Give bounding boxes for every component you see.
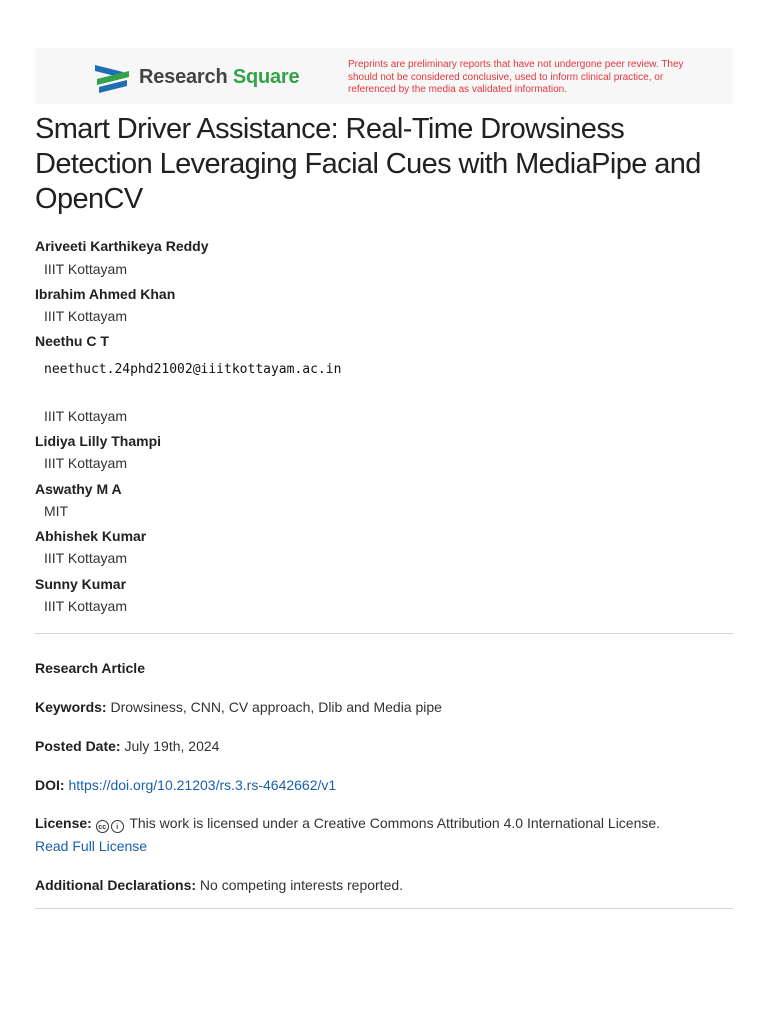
declarations-label: Additional Declarations: <box>35 877 197 893</box>
attribution-icon: i <box>111 820 124 833</box>
brand-name-square: Square <box>232 66 300 88</box>
declarations-value: No competing interests reported. <box>199 877 404 893</box>
author-affiliation: IIIT Kottayam <box>44 598 127 614</box>
author-name: Abhishek Kumar <box>35 528 147 544</box>
preprint-banner <box>35 48 733 104</box>
divider <box>35 908 733 909</box>
paper-title: Smart Driver Assistance: Real-Time Drowsiness Detection Leveraging Facial Cues with MediaPipe and OpenCV <box>35 113 701 215</box>
author-affiliation: IIIT Kottayam <box>44 455 127 471</box>
posted-date-value: July 19th, 2024 <box>124 738 220 754</box>
author-name: Ariveeti Karthikeya Reddy <box>35 238 209 254</box>
author-affiliation: IIIT Kottayam <box>44 550 127 566</box>
doi-label: DOI: <box>35 777 65 793</box>
article-type-label: Research Article <box>35 660 145 676</box>
research-square-logo-icon <box>93 63 133 95</box>
article-type <box>35 657 733 680</box>
author-affiliation: MIT <box>44 503 69 519</box>
keywords-row <box>35 696 733 719</box>
author-name: Neethu C T <box>35 333 109 349</box>
divider <box>35 633 733 634</box>
author-name: Sunny Kumar <box>35 576 127 592</box>
doi-row <box>35 774 733 797</box>
read-full-license-link[interactable]: Read Full License <box>35 838 148 854</box>
author-name: Ibrahim Ahmed Khan <box>35 286 176 302</box>
author-name: Lidiya Lilly Thampi <box>35 433 162 449</box>
license-label: License: <box>35 815 92 831</box>
license-text: This work is licensed under a Creative Commons Attribution 4.0 International License. <box>129 815 661 831</box>
posted-date-row <box>35 735 733 758</box>
author-affiliation: IIIT Kottayam <box>44 308 127 324</box>
author-affiliation: IIIT Kottayam <box>44 408 127 424</box>
posted-date-label: Posted Date: <box>35 738 121 754</box>
preprint-disclaimer: Preprints are preliminary reports that have not undergone peer review. They should not be considered conclusive, used to inform clinical practice, or referenced by the media as validated information. <box>348 59 684 95</box>
brand-name-research: Research <box>139 66 228 88</box>
keywords-label: Keywords: <box>35 699 107 715</box>
author-name: Aswathy M A <box>35 481 122 497</box>
license-row <box>35 812 733 858</box>
doi-link[interactable]: https://doi.org/10.21203/rs.3.rs-4642662/v1 <box>68 777 337 793</box>
author-affiliation: IIIT Kottayam <box>44 261 127 277</box>
creative-commons-icon: cc <box>96 820 109 833</box>
author-email[interactable]: neethuct.24phd21002@iiitkottayam.ac.in <box>44 362 342 377</box>
declarations-row <box>35 874 733 897</box>
keywords-value: Drowsiness, CNN, CV approach, Dlib and Media pipe <box>110 699 442 715</box>
brand-name <box>139 66 299 89</box>
